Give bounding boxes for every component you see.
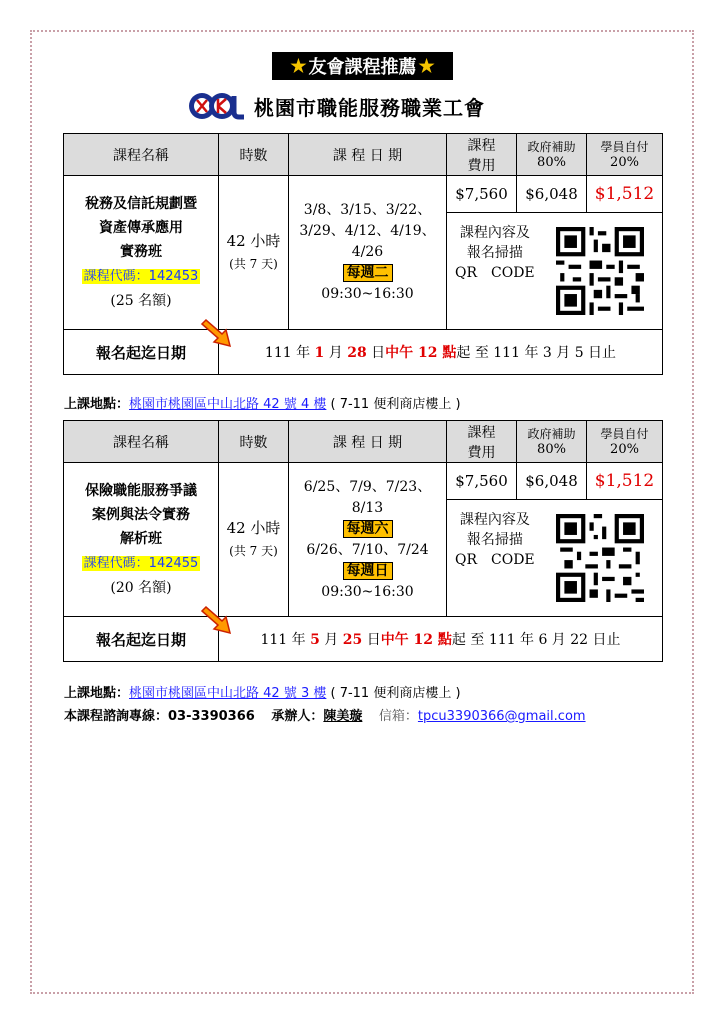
location-link[interactable]: 桃園市桃園區中山北路 42 號 3 樓 — [129, 686, 327, 701]
hotline: 本課程諮詢專線：03-3390366 — [64, 709, 255, 724]
organization-name: 桃園市職能服務職業工會 — [254, 95, 485, 120]
deadline-row — [64, 617, 663, 662]
qr-caption: 課程內容及 — [459, 225, 530, 241]
course-name-line: 解析班 — [120, 531, 162, 547]
course-quota: (25 名額) — [110, 293, 172, 309]
dates-cell — [289, 463, 447, 617]
union-logo-icon — [188, 90, 246, 122]
course-name-line: 資產傳承應用 — [99, 220, 183, 236]
course-quota: (20 名額) — [110, 580, 172, 596]
dates-cell — [289, 176, 447, 330]
course-location: 上課地點：桃園市桃園區中山北路 42 號 4 樓 ( 7-11 便利商店樓上 ) — [64, 397, 461, 412]
header-hours: 時數 — [219, 134, 289, 176]
star-icon: ★ — [418, 55, 435, 77]
course-code: 課程代碼：142455 — [83, 556, 199, 571]
page-title-banner — [272, 52, 453, 80]
deadline-label-cell: 報名起迄日期 — [64, 330, 219, 375]
weekday-badge: 每週六 — [343, 520, 393, 538]
hours-cell — [219, 176, 289, 330]
qr-cell — [447, 500, 663, 617]
deadline-dates: 111 年 5 月 25 日中午 12 點起 至 111 年 6 月 22 日止 — [219, 617, 663, 662]
qr-code-icon[interactable] — [556, 514, 644, 602]
header-fee: 課程 費用 — [447, 421, 517, 463]
course-name-line: 案例與法令實務 — [92, 507, 190, 523]
qr-caption: 課程內容及 — [459, 512, 530, 528]
organization-header — [188, 88, 485, 124]
header-course-name: 課程名稱 — [64, 421, 219, 463]
deadline-label-cell: 報名起迄日期 — [64, 617, 219, 662]
header-fee: 課程 費用 — [447, 134, 517, 176]
arrow-icon — [200, 318, 234, 348]
qr-cell — [447, 213, 663, 330]
course-row — [64, 463, 663, 500]
course-code: 課程代碼：142453 — [83, 269, 199, 284]
course-name-line: 保險職能服務爭議 — [85, 483, 197, 499]
contact-info: 本課程諮詢專線：03-3390366 承辦人：陳美璇 信箱：tpcu3390366@gmail.com — [64, 709, 586, 724]
header-hours: 時數 — [219, 421, 289, 463]
qr-code-icon[interactable] — [556, 227, 644, 315]
weekday-badge: 每週二 — [343, 264, 393, 282]
qr-caption: 報名掃描 — [466, 532, 523, 548]
course-name-line: 實務班 — [120, 244, 162, 260]
star-icon: ★ — [290, 55, 307, 77]
hours-note: (共 7 天) — [229, 257, 278, 271]
course-table-1 — [63, 133, 663, 375]
dates-line: 6/26、7/10、7/24 — [306, 541, 429, 558]
self-pay-value: $1,512 — [587, 176, 663, 213]
dates-line: 6/25、7/9、7/23、 — [303, 478, 432, 495]
header-dates: 課 程 日 期 — [289, 421, 447, 463]
qr-caption: QR CODE — [455, 552, 535, 568]
email-link[interactable]: tpcu3390366@gmail.com — [417, 709, 586, 724]
hours-value: 42 小時 — [226, 519, 281, 537]
fee-value: $7,560 — [447, 176, 517, 213]
dates-line: 4/26 — [351, 244, 384, 260]
hours-cell — [219, 463, 289, 617]
page-title: 友會課程推薦 — [308, 57, 417, 78]
qr-caption: QR CODE — [455, 265, 535, 281]
location-link[interactable]: 桃園市桃園區中山北路 42 號 4 樓 — [129, 397, 327, 412]
course-table-2 — [63, 420, 663, 662]
arrow-icon — [200, 605, 234, 635]
header-self-pay: 學員自付 20% — [587, 421, 663, 463]
self-pay-value: $1,512 — [587, 463, 663, 500]
subsidy-value: $6,048 — [517, 176, 587, 213]
header-course-name: 課程名稱 — [64, 134, 219, 176]
header-dates: 課 程 日 期 — [289, 134, 447, 176]
subsidy-value: $6,048 — [517, 463, 587, 500]
hours-note: (共 7 天) — [229, 544, 278, 558]
table-header-row — [64, 421, 663, 463]
header-self-pay: 學員自付 20% — [587, 134, 663, 176]
table-header-row — [64, 134, 663, 176]
fee-value: $7,560 — [447, 463, 517, 500]
course-name-line: 稅務及信託規劃暨 — [85, 196, 197, 212]
course-row — [64, 176, 663, 213]
deadline-dates: 111 年 1 月 28 日中午 12 點起 至 111 年 3 月 5 日止 — [219, 330, 663, 375]
class-time: 09:30~16:30 — [321, 583, 414, 600]
dates-line: 8/13 — [351, 499, 384, 516]
weekday-badge: 每週日 — [343, 562, 393, 580]
dates-line: 3/29、4/12、4/19、 — [299, 223, 436, 239]
hours-value: 42 小時 — [226, 232, 281, 250]
course-name-cell — [64, 463, 219, 617]
header-subsidy: 政府補助 80% — [517, 421, 587, 463]
course-location: 上課地點：桃園市桃園區中山北路 42 號 3 樓 ( 7-11 便利商店樓上 ) — [64, 686, 461, 701]
header-subsidy: 政府補助 80% — [517, 134, 587, 176]
class-time: 09:30~16:30 — [321, 286, 414, 302]
organizer-name: 陳美璇 — [323, 709, 363, 724]
qr-caption: 報名掃描 — [466, 245, 523, 261]
dates-line: 3/8、3/15、3/22、 — [303, 202, 432, 218]
course-name-cell — [64, 176, 219, 330]
deadline-row — [64, 330, 663, 375]
